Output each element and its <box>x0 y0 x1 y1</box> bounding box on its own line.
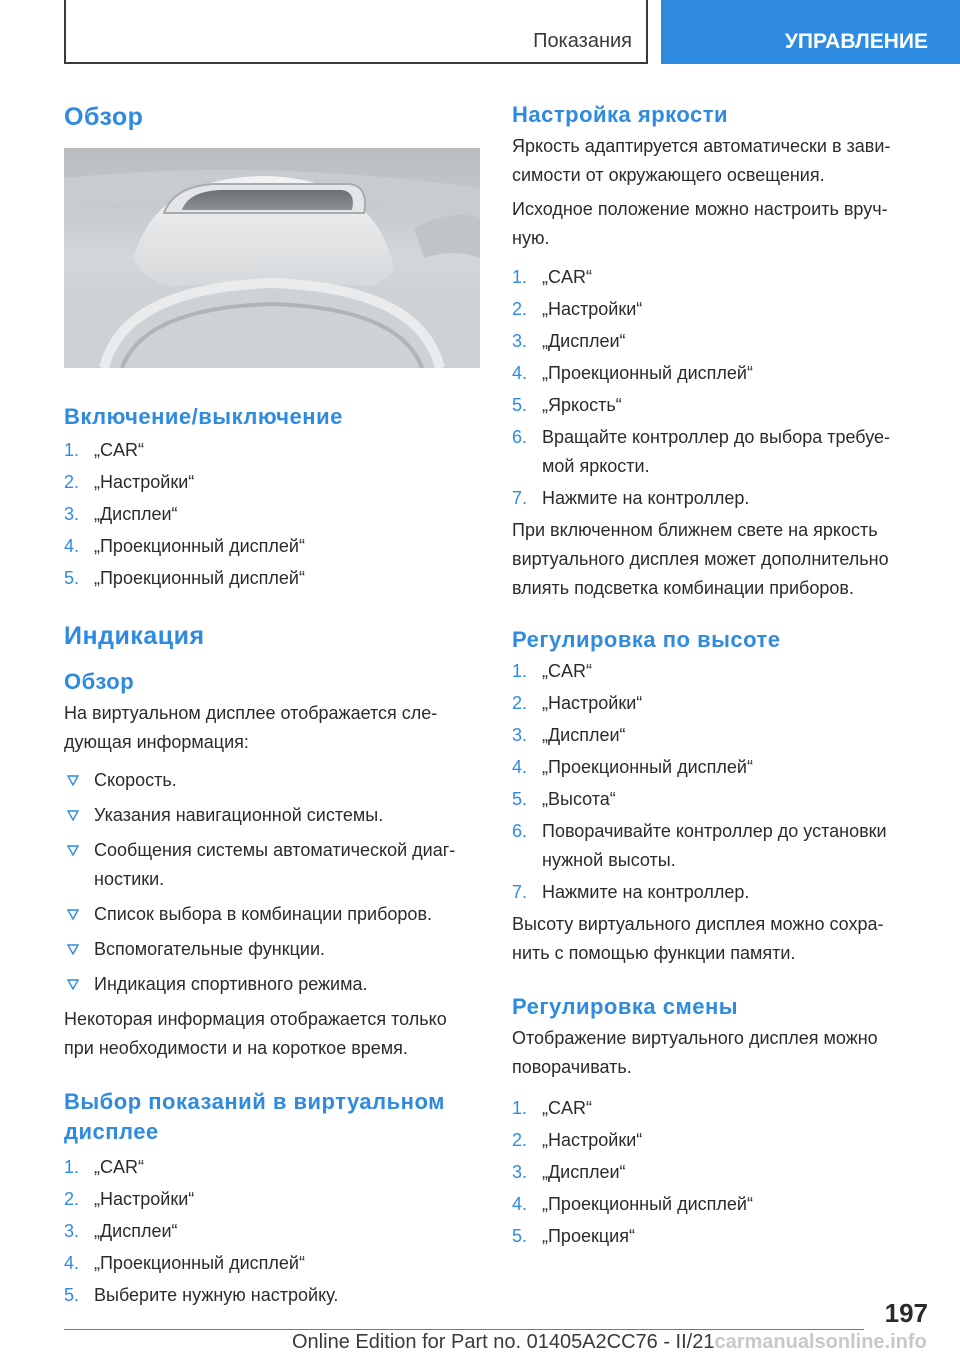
indication-heading: Индикация <box>64 622 205 650</box>
on-off-steps <box>64 436 480 593</box>
list-item: Индикация спортивного режима. <box>64 970 480 999</box>
rotation-text: Отображение виртуального дисплея можно поворачивать. <box>512 1028 878 1077</box>
triangle-bullet-icon <box>67 810 79 821</box>
triangle-bullet-icon <box>67 845 79 856</box>
rotation-heading: Регулировка смены <box>512 994 739 1019</box>
list-item: Скорость. <box>64 766 480 795</box>
indication-bullets <box>64 766 480 999</box>
indication-overview-heading: Обзор <box>64 669 135 694</box>
list-item: Вспомогательные функции. <box>64 935 480 964</box>
header-chapter-tab: УПРАВЛЕНИЕ <box>661 0 960 64</box>
list-item: 5. „Яркость“ <box>512 395 622 415</box>
footer-edition <box>292 1331 927 1354</box>
triangle-bullet-icon <box>67 775 79 786</box>
list-item: 7. Нажмите на контроллер. <box>512 882 750 902</box>
list-item: Указания навигационной системы. <box>64 801 480 830</box>
list-item: 1. „CAR“ <box>64 440 144 460</box>
height-heading: Регулировка по высоте <box>512 627 781 652</box>
right-column <box>512 100 916 1251</box>
list-item: 2. „Настройки“ <box>64 472 195 492</box>
height-steps <box>512 657 916 907</box>
list-item: 1. „CAR“ <box>64 1157 144 1177</box>
list-item: 4. „Проекционный дисплей“ <box>512 757 753 777</box>
on-off-heading: Включение/выключение <box>64 404 343 429</box>
brightness-text-1: Яркость адаптируется автоматически в зави-симости от окружающего освещения. <box>512 136 891 185</box>
select-display-steps <box>64 1153 480 1310</box>
page-number: 197 <box>884 1298 928 1328</box>
list-item: 2. „Настройки“ <box>64 1189 195 1209</box>
list-item: 6. Вращайте контроллер до выбора требуе-мой яркости. <box>512 427 891 476</box>
triangle-bullet-icon <box>67 909 79 920</box>
list-item: Сообщения системы автоматической диаг-ностики. <box>64 836 480 894</box>
triangle-bullet-icon <box>67 944 79 955</box>
list-item: 2. „Настройки“ <box>512 299 643 319</box>
triangle-bullet-icon <box>67 979 79 990</box>
list-item: 3. „Дисплеи“ <box>512 725 626 745</box>
indication-note: Некоторая информация отображается только при необходимости и на короткое время. <box>64 1009 447 1058</box>
list-item: 3. „Дисплеи“ <box>64 1221 178 1241</box>
list-item: 3. „Дисплеи“ <box>512 331 626 351</box>
list-item: 7. Нажмите на контроллер. <box>512 488 750 508</box>
list-item: 4. „Проекционный дисплей“ <box>64 536 305 556</box>
select-display-heading: Выбор показаний в виртуальном дисплее <box>64 1089 445 1144</box>
list-item: 3. „Дисплеи“ <box>64 504 178 524</box>
overview-heading: Обзор <box>64 103 144 131</box>
list-item: 5. „Проекционный дисплей“ <box>64 568 305 588</box>
indication-intro: На виртуальном дисплее отображается сле-дующая информация: <box>64 703 438 752</box>
list-item: 3. „Дисплеи“ <box>512 1162 626 1182</box>
list-item: 4. „Проекционный дисплей“ <box>512 1194 753 1214</box>
footer-divider <box>64 1329 864 1330</box>
list-item: 4. „Проекционный дисплей“ <box>64 1253 305 1273</box>
brightness-note: При включенном ближнем свете на яркость виртуального дисплея может дополнительно влиять подсветка комбинации приборов. <box>512 520 889 598</box>
list-item: 5. „Высота“ <box>512 789 616 809</box>
list-item: 5. Выберите нужную настройку. <box>64 1285 339 1305</box>
header-section-title: Показания <box>533 30 632 52</box>
watermark-text: carmanualsonline.info <box>714 1331 927 1353</box>
edition-text: Online Edition for Part no. 01405A2CC76 - II/21 <box>292 1331 715 1353</box>
list-item: Список выбора в комбинации приборов. <box>64 900 480 929</box>
list-item: 2. „Настройки“ <box>512 1130 643 1150</box>
height-note: Высоту виртуального дисплея можно сохра-нить с помощью функции памяти. <box>512 914 884 963</box>
list-item: 1. „CAR“ <box>512 267 592 287</box>
list-item: 4. „Проекционный дисплей“ <box>512 363 753 383</box>
left-column <box>64 100 480 1310</box>
head-up-display-photo <box>64 148 480 368</box>
list-item: 1. „CAR“ <box>512 661 592 681</box>
list-item: 1. „CAR“ <box>512 1098 592 1118</box>
list-item: 2. „Настройки“ <box>512 693 643 713</box>
list-item: 5. „Проекция“ <box>512 1226 635 1246</box>
header-frame <box>64 0 648 64</box>
list-item: 6. Поворачивайте контроллер до установки нужной высоты. <box>512 821 887 870</box>
brightness-heading: Настройка яркости <box>512 102 729 127</box>
brightness-steps <box>512 263 916 513</box>
brightness-text-2: Исходное положение можно настроить вруч-ную. <box>512 199 888 248</box>
rotation-steps <box>512 1094 916 1251</box>
